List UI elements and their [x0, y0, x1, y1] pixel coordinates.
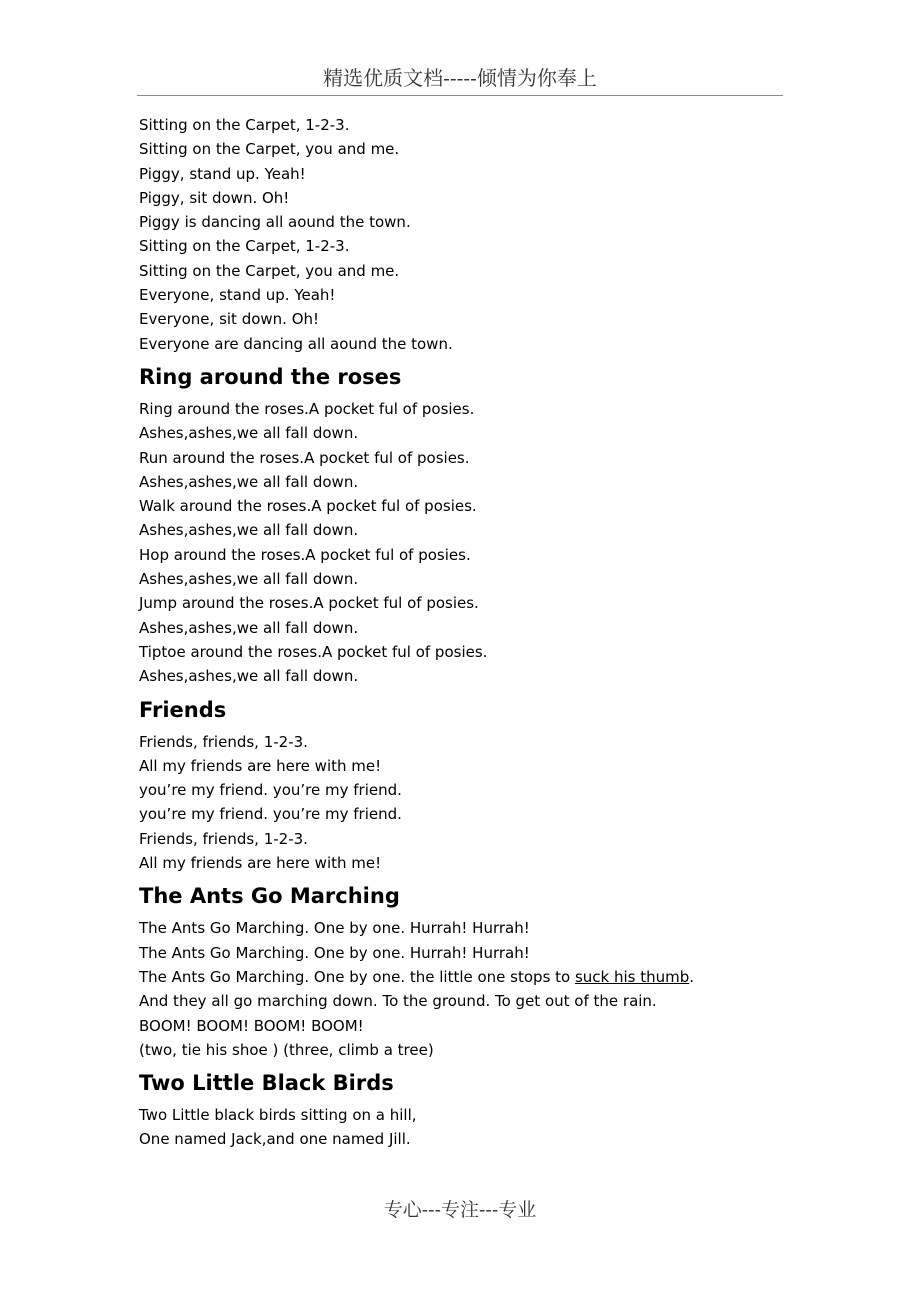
lyric-line: All my friends are here with me! [139, 756, 382, 775]
lyric-line: Ashes,ashes,we all fall down. [139, 570, 359, 589]
page-header: 精选优质文档-----倾情为你奉上 [137, 62, 783, 96]
song-title-friends: Friends [139, 697, 227, 722]
lyric-line [139, 965, 779, 989]
song-two-little-black-birds [139, 1103, 779, 1152]
lyric-line: Sitting on the Carpet, 1-2-3. [139, 116, 350, 134]
lyric-line: Everyone, stand up. Yeah! [139, 286, 336, 305]
lyric-line: Tiptoe around the roses.A pocket ful of posies. [139, 642, 488, 661]
lyric-line: Friends, friends, 1-2-3. [139, 732, 308, 751]
lyric-line: One named Jack,and one named Jill. [139, 1130, 411, 1149]
lyric-line: Everyone, sit down. Oh! [139, 310, 320, 329]
lyric-line: Ashes,ashes,we all fall down. [139, 618, 359, 637]
lyric-line: Ashes,ashes,we all fall down. [139, 472, 359, 491]
lyric-text: The Ants Go Marching. One by one. the little one stops to [139, 967, 575, 986]
lyric-line: Sitting on the Carpet, you and me. [139, 261, 400, 280]
lyric-line: BOOM! BOOM! BOOM! BOOM! [139, 1016, 364, 1035]
underlined-phrase: suck his thumb [574, 967, 690, 986]
lyric-line: you’re my friend. you’re my friend. [139, 805, 402, 824]
lyric-line: The Ants Go Marching. One by one. Hurrah! Hurrah! [139, 943, 530, 962]
lyric-line: Piggy is dancing all aound the town. [139, 213, 411, 232]
lyric-line: Piggy, stand up. Yeah! [139, 164, 306, 183]
lyric-line: (two, tie his shoe ) (three, climb a tree) [139, 1040, 434, 1059]
lyric-line: Sitting on the Carpet, you and me. [139, 140, 400, 159]
song-ring-around-the-roses [139, 397, 779, 689]
lyric-line: Jump around the roses.A pocket ful of posies. [139, 594, 479, 613]
song-title-the-ants-go-marching: The Ants Go Marching [139, 884, 400, 909]
lyric-line: Two Little black birds sitting on a hill, [139, 1106, 417, 1125]
lyric-line: Ashes,ashes,we all fall down. [139, 667, 359, 686]
lyric-line: Everyone are dancing all aound the town. [139, 334, 453, 353]
lyric-line: Piggy, sit down. Oh! [139, 188, 290, 207]
lyric-line: Hop around the roses.A pocket ful of posies. [139, 545, 471, 564]
document-body [139, 113, 779, 1152]
lyric-line: Ashes,ashes,we all fall down. [139, 521, 359, 540]
page-footer: 专心---专注---专业 [383, 1199, 537, 1221]
song-title-two-little-black-birds: Two Little Black Birds [139, 1071, 394, 1096]
lyric-line: And they all go marching down. To the ground. To get out of the rain. [139, 992, 657, 1011]
lyric-line: Ashes,ashes,we all fall down. [139, 424, 359, 443]
lyric-line: you’re my friend. you’re my friend. [139, 781, 402, 800]
song-friends [139, 730, 779, 876]
song-sitting-on-the-carpet [139, 113, 779, 356]
lyric-text: . [689, 967, 695, 986]
song-the-ants-go-marching [139, 916, 779, 1062]
lyric-line: Ring around the roses.A pocket ful of posies. [139, 399, 475, 418]
lyric-line: The Ants Go Marching. One by one. Hurrah! Hurrah! [139, 919, 530, 938]
lyric-line: All my friends are here with me! [139, 854, 382, 873]
lyric-line: Run around the roses.A pocket ful of posies. [139, 448, 470, 467]
lyric-line: Walk around the roses.A pocket ful of posies. [139, 497, 477, 516]
lyric-line: Friends, friends, 1-2-3. [139, 829, 308, 848]
song-title-ring-around-the-roses: Ring around the roses [139, 364, 402, 389]
lyric-line: Sitting on the Carpet, 1-2-3. [139, 237, 350, 256]
